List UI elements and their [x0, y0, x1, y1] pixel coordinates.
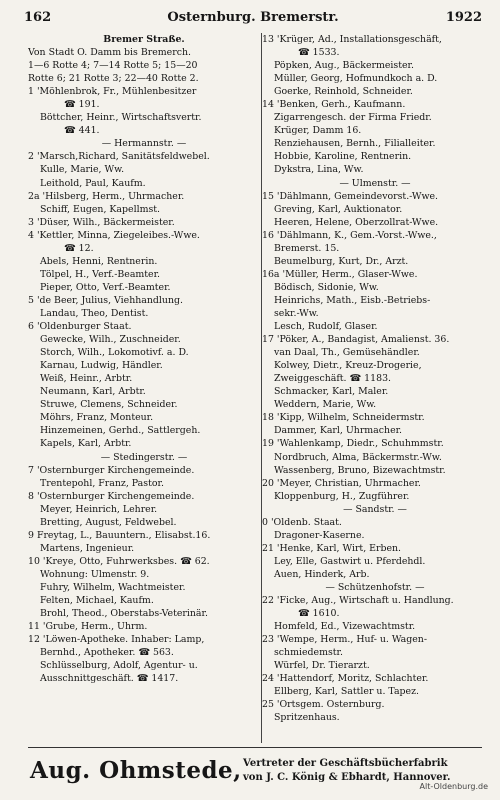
directory-entry: 2 'Marsch,Richard, Sanitätsfeldwebel. [28, 151, 210, 163]
right-column [262, 33, 488, 743]
directory-entry: Zweiggeschäft. ☎ 1183. [274, 373, 392, 385]
directory-entry: 18 'Kipp, Wilhelm, Schneidermstr. [262, 412, 425, 424]
directory-entry: 20 'Meyer, Christian, Uhrmacher. [262, 477, 421, 489]
directory-entry: Wassenberg, Bruno, Bizewachtmstr. [274, 464, 446, 476]
directory-entry: 8 'Osternburger Kirchengemeinde. [28, 490, 195, 502]
directory-entry: van Daal, Th., Gemüsehändler. [274, 347, 420, 359]
page-header [24, 10, 482, 28]
directory-entry: Kloppenburg, H., Zugführer. [274, 490, 410, 502]
directory-entry: Heinrichs, Math., Eisb.-Betriebs- [274, 294, 431, 306]
directory-entry: 14 'Benken, Gerh., Kaufmann. [262, 99, 406, 111]
directory-entry: 2a 'Hilsberg, Herm., Uhrmacher. [28, 190, 185, 202]
directory-entry: Meyer, Heinrich, Lehrer. [40, 503, 158, 515]
directory-entry: Pieper, Otto, Verf.-Beamter. [40, 281, 171, 293]
directory-entry: Müller, Georg, Hofmundkoch a. D. [274, 73, 438, 85]
directory-entry: 1 'Möhlenbrok, Fr., Mühlenbesitzer [28, 86, 197, 98]
street-section-heading: — Ulmenstr. — [339, 177, 411, 189]
directory-entry: 1—6 Rotte 4; 7—14 Rotte 5; 15—20 [28, 60, 198, 72]
directory-entry: Karnau, Ludwig, Händler. [40, 360, 163, 372]
directory-entry: Schiff, Eugen, Kapellmst. [40, 203, 161, 215]
street-section-heading: — Schützenhofstr. — [325, 581, 425, 593]
page-title: Osternburg. Bremerstr. [167, 10, 339, 25]
directory-entry: Renziehausen, Bernh., Filialleiter. [274, 138, 436, 150]
directory-entry: ☎ 1533. [298, 47, 340, 59]
directory-entry: ☎ 1610. [298, 608, 340, 620]
directory-entry: Kolwey, Dietr., Kreuz-Drogerie, [274, 360, 422, 372]
directory-entry: 21 'Henke, Karl, Wirt, Erben. [262, 542, 402, 554]
street-section-heading: — Sandstr. — [343, 503, 407, 515]
directory-entry: Böttcher, Heinr., Wirtschaftsvertr. [40, 112, 202, 124]
directory-entry: Bretting, August, Feldwebel. [40, 516, 177, 528]
directory-entry: Greving, Karl, Auktionator. [274, 203, 403, 215]
directory-entry: 4 'Kettler, Minna, Ziegeleibes.-Wwe. [28, 229, 200, 241]
street-section-heading: — Stedingerstr. — [100, 451, 188, 463]
directory-entry: Hinzemeinen, Gerhd., Sattlergeh. [40, 425, 201, 437]
directory-entry: Wohnung: Ulmenstr. 9. [40, 568, 150, 580]
directory-entry: Spritzenhaus. [274, 712, 340, 724]
directory-entry: Kulle, Marie, Ww. [40, 164, 125, 176]
directory-entry: ☎ 12. [64, 242, 94, 254]
directory-entry: 19 'Wahlenkamp, Diedr., Schuhmmstr. [262, 438, 444, 450]
directory-entry: Lesch, Rudolf, Glaser. [274, 321, 378, 333]
advertisement-line-1: Vertreter der Geschäftsbücherfabrik [243, 758, 448, 769]
directory-entry: Storch, Wilh., Lokomotivf. a. D. [40, 347, 189, 359]
directory-entry: Neumann, Karl, Arbtr. [40, 386, 146, 398]
directory-entry: Schmacker, Karl, Maler. [274, 386, 389, 398]
directory-entry: Rotte 6; 21 Rotte 3; 22—40 Rotte 2. [28, 73, 199, 85]
advertiser-name: Aug. Ohmstede, [30, 757, 242, 784]
page-number: 162 [24, 10, 52, 25]
street-section-heading: — Hermannstr. — [101, 138, 187, 150]
directory-entry: 16 'Dählmann, K., Gem.-Vorst.-Wwe., [262, 229, 437, 241]
directory-entry: Kapels, Karl, Arbtr. [40, 438, 132, 450]
directory-entry: 3 'Düser, Wilh., Bäckermeister. [28, 216, 175, 228]
directory-entry: Dammer, Karl, Uhrmacher. [274, 425, 403, 437]
directory-entry: Nordbruch, Alma, Bäckermstr.-Ww. [274, 451, 442, 463]
directory-entry: Struwe, Clemens, Schneider. [40, 399, 178, 411]
street-section-heading: Bremer Straße. [103, 34, 185, 45]
year: 1922 [445, 10, 482, 25]
directory-entry: Weiß, Heinr., Arbtr. [40, 373, 133, 385]
footer-divider [28, 747, 482, 748]
directory-entry: Bernhd., Apotheker. ☎ 563. [40, 647, 174, 659]
directory-entry: Auen, Hinderk, Arb. [274, 568, 370, 580]
directory-entry: 22 'Ficke, Aug., Wirtschaft u. Handlung. [262, 595, 454, 607]
directory-entry: Tölpel, H., Verf.-Beamter. [40, 268, 161, 280]
directory-entry: Leithold, Paul, Kaufm. [40, 177, 146, 189]
directory-entry: Dykstra, Lina, Ww. [274, 164, 364, 176]
directory-entry: 11 'Grube, Herm., Uhrm. [28, 621, 148, 633]
directory-entry: 10 'Kreye, Otto, Fuhrwerksbes. ☎ 62. [28, 555, 210, 567]
directory-entry: Ley, Elle, Gastwirt u. Pferdehdl. [274, 555, 426, 567]
directory-entry: Trentepohl, Franz, Pastor. [40, 477, 164, 489]
directory-entry: Möhrs, Franz, Monteur. [40, 412, 154, 424]
directory-entry: Abels, Henni, Rentnerin. [40, 255, 158, 267]
directory-entry: 13 'Krüger, Ad., Installationsgeschäft, [262, 34, 442, 45]
directory-entry: Heeren, Helene, Oberzollrat-Wwe. [274, 216, 439, 228]
directory-entry: Martens, Ingenieur. [40, 542, 135, 554]
directory-entry: ☎ 191. [64, 99, 100, 111]
directory-entry: 12 'Löwen-Apotheke. Inhaber: Lamp, [28, 634, 205, 646]
directory-entry: Beumelburg, Kurt, Dr., Arzt. [274, 255, 409, 267]
directory-entry: Bödisch, Sidonie, Ww. [274, 281, 379, 293]
directory-entry: Weddern, Marie, Ww. [274, 399, 377, 411]
directory-entry: 23 'Wempe, Herm., Huf- u. Wagen- [262, 634, 427, 646]
directory-entry: Gewecke, Wilh., Zuschneider. [40, 334, 181, 346]
watermark: Alt-Oldenburg.de [419, 782, 488, 791]
directory-entry: ☎ 441. [64, 125, 100, 137]
directory-entry: 5 'de Beer, Julius, Viehhandlung. [28, 294, 183, 306]
directory-entry: Hobbie, Karoline, Rentnerin. [274, 151, 412, 163]
directory-entry: 17 'Pöker, A., Bandagist, Amalienst. 36. [262, 334, 450, 346]
directory-entry: Fuhry, Wilhelm, Wachtmeister. [40, 581, 186, 593]
directory-entry: 7 'Osternburger Kirchengemeinde. [28, 464, 195, 476]
directory-entry: Goerke, Reinhold, Schneider. [274, 86, 413, 98]
directory-entry: Bremerst. 15. [274, 242, 340, 254]
directory-entry: Felten, Michael, Kaufm. [40, 595, 154, 607]
directory-entry: 16a 'Müller, Herm., Glaser-Wwe. [262, 268, 418, 280]
advertisement-line-2: von J. C. König & Ebhardt, Hannover. [243, 772, 451, 783]
directory-entry: Landau, Theo, Dentist. [40, 307, 149, 319]
directory-entry: sekr.-Ww. [274, 307, 319, 319]
directory-entry: Würfel, Dr. Tierarzt. [274, 660, 370, 672]
directory-entry: Ausschnittgeschäft. ☎ 1417. [40, 673, 179, 685]
directory-entry: Ellberg, Karl, Sattler u. Tapez. [274, 686, 420, 698]
directory-entry: Zigarrengesch. der Firma Friedr. [274, 112, 432, 124]
directory-entry: Krüger, Damm 16. [274, 125, 362, 137]
directory-entry: 25 'Ortsgem. Osternburg. [262, 699, 385, 711]
left-column [28, 33, 260, 743]
directory-entry: Homfeld, Ed., Vizewachtmstr. [274, 621, 416, 633]
directory-entry: Von Stadt O. Damm bis Bremerch. [28, 47, 191, 59]
directory-entry: Brohl, Theod., Oberstabs-Veterinär. [40, 608, 208, 620]
directory-entry: 24 'Hattendorf, Moritz, Schlachter. [262, 673, 429, 685]
advertisement-footer [28, 754, 488, 792]
directory-entry: schmiedemstr. [274, 647, 343, 659]
directory-entry: 9 Freytag, L., Bauuntern., Elisabst.16. [28, 529, 211, 541]
directory-entry: 6 'Oldenburger Staat. [28, 321, 132, 333]
directory-entry: Dragoner-Kaserne. [274, 529, 365, 541]
directory-entry: Pöpken, Aug., Bäckermeister. [274, 60, 414, 72]
directory-entry: Schlüsselburg, Adolf, Agentur- u. [40, 660, 198, 672]
directory-entry: 15 'Dählmann, Gemeindevorst.-Wwe. [262, 190, 439, 202]
directory-entry: 0 'Oldenb. Staat. [262, 516, 342, 528]
